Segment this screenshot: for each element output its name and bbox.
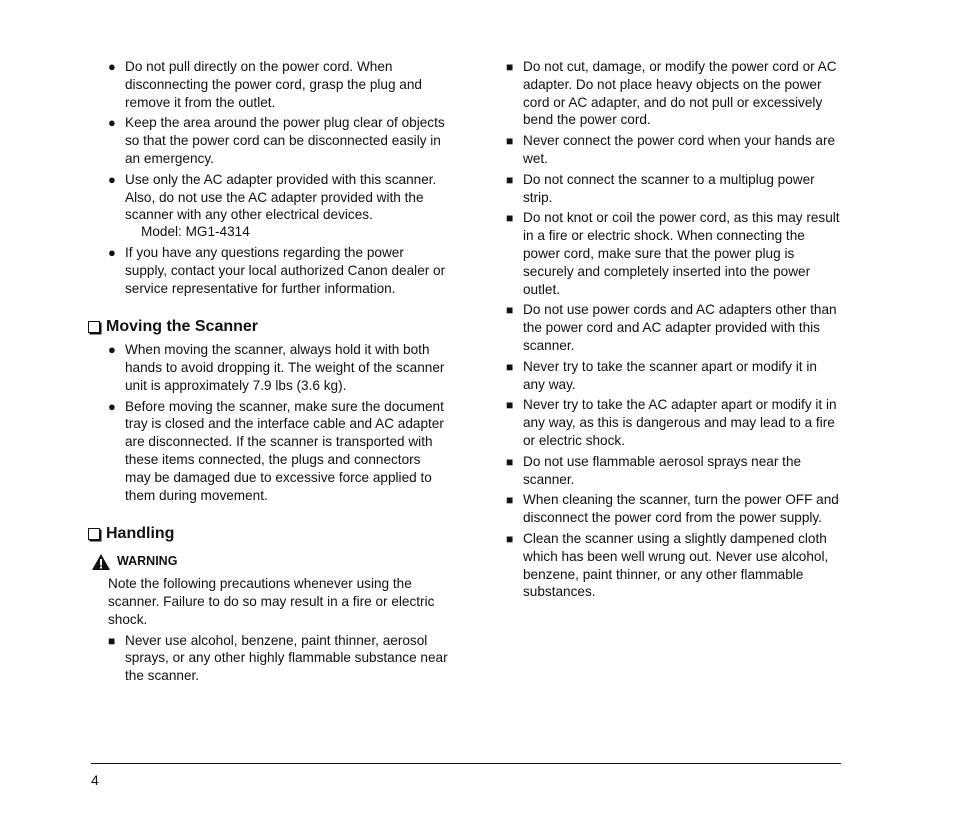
warning-label bbox=[91, 553, 448, 571]
item-text: Do not knot or coil the power cord, as this may result in a fire or electric shock. When connecting the power cord, make sure that the power plug is securely and completely inserted into the power outlet. bbox=[523, 210, 840, 297]
item-text: Do not pull directly on the power cord. When disconnecting the power cord, grasp the plug and remove it from the outlet. bbox=[125, 59, 422, 110]
item-text: Do not cut, damage, or modify the power cord or AC adapter. Do not place heavy objects on the power cord or AC adapter, and do not pull or excessively bend the power cord. bbox=[523, 59, 837, 128]
list-item bbox=[108, 632, 448, 685]
list-item bbox=[108, 114, 448, 167]
bullet-dot-icon bbox=[108, 171, 116, 189]
bullet-square-icon bbox=[506, 491, 513, 510]
item-text: Never connect the power cord when your hands are wet. bbox=[523, 133, 836, 166]
item-text: Clean the scanner using a slightly dampened cloth which has been well wrung out. Never use alcohol, benzene, paint thinner, or any other flammable substances. bbox=[523, 530, 829, 600]
bullet-square-icon bbox=[506, 530, 513, 549]
heading-text: Handling bbox=[106, 525, 175, 543]
list-item bbox=[108, 171, 448, 224]
bullet-square-icon bbox=[506, 171, 513, 190]
page-number: 4 bbox=[91, 772, 99, 788]
heading-text: Moving the Scanner bbox=[106, 318, 259, 336]
list-item bbox=[506, 453, 842, 489]
warning-text: WARNING bbox=[117, 554, 178, 569]
bullet-square-icon bbox=[506, 209, 513, 228]
checkbox-square-icon bbox=[88, 321, 100, 333]
item-text: Use only the AC adapter provided with this scanner. Also, do not use the AC adapter provided with the scanner with any other electrical devices. bbox=[125, 171, 437, 223]
list-item bbox=[506, 171, 842, 207]
item-text: Do not connect the scanner to a multiplug power strip. bbox=[523, 171, 815, 205]
warning-intro: Note the following precautions whenever using the scanner. Failure to do so may result in a fire or electric shock. bbox=[108, 576, 435, 627]
bullet-square-icon bbox=[506, 132, 513, 151]
list-item bbox=[506, 491, 842, 527]
bullet-square-icon bbox=[506, 453, 513, 472]
item-text: If you have any questions regarding the power supply, contact your local authorized Canon dealer or service representative for further information. bbox=[125, 244, 446, 296]
list-item bbox=[108, 341, 448, 394]
list-item bbox=[108, 398, 448, 505]
footer-divider bbox=[91, 763, 841, 764]
checkbox-square-icon bbox=[88, 528, 100, 540]
item-text: Before moving the scanner, make sure the document tray is closed and the interface cable and AC adapter are disconnected. If the scanner is transported with these items connected, the plugs and connectors may be damaged due to excessive force applied to them during movement. bbox=[125, 398, 444, 503]
item-text: When cleaning the scanner, turn the power OFF and disconnect the power cord from the power supply. bbox=[523, 492, 839, 526]
list-item bbox=[506, 301, 842, 354]
item-text: Do not use power cords and AC adapters other than the power cord and AC adapter provided with this scanner. bbox=[523, 302, 837, 353]
bullet-square-icon bbox=[506, 301, 513, 320]
bullet-square-icon bbox=[108, 632, 115, 651]
warning-triangle-icon bbox=[91, 553, 111, 571]
bullet-dot-icon bbox=[108, 114, 116, 132]
list-item bbox=[506, 396, 842, 449]
item-text: Never use alcohol, benzene, paint thinner, aerosol sprays, or any other highly flammable substance near the scanner. bbox=[125, 632, 448, 684]
list-item bbox=[506, 358, 842, 394]
list-item bbox=[506, 530, 842, 601]
left-column bbox=[108, 58, 448, 688]
item-text: Keep the area around the power plug clear of objects so that the power cord can be disconnected easily in an emergency. bbox=[125, 115, 445, 166]
list-item bbox=[506, 209, 842, 298]
list-item bbox=[108, 58, 448, 111]
bullet-square-icon bbox=[506, 58, 513, 77]
section-heading-moving bbox=[88, 318, 448, 336]
item-text: Never try to take the scanner apart or modify it in any way. bbox=[523, 358, 817, 392]
bullet-dot-icon bbox=[108, 341, 116, 359]
item-text: Never try to take the AC adapter apart or modify it in any way, as this is dangerous and may lead to a fire or electric shock. bbox=[523, 397, 837, 448]
section-heading-handling bbox=[88, 525, 448, 543]
list-item bbox=[108, 244, 448, 297]
bullet-square-icon bbox=[506, 358, 513, 377]
right-column bbox=[506, 58, 842, 604]
list-item bbox=[506, 132, 842, 168]
item-text: When moving the scanner, always hold it with both hands to avoid dropping it. The weight of the scanner unit is approximately 7.9 lbs (3.6 kg). bbox=[125, 342, 445, 393]
bullet-dot-icon bbox=[108, 244, 116, 262]
bullet-dot-icon bbox=[108, 58, 116, 76]
list-item bbox=[506, 58, 842, 129]
bullet-dot-icon bbox=[108, 398, 116, 416]
item-text: Do not use flammable aerosol sprays near the scanner. bbox=[523, 453, 802, 487]
model-line: Model: MG1-4314 bbox=[141, 224, 250, 240]
bullet-square-icon bbox=[506, 396, 513, 415]
